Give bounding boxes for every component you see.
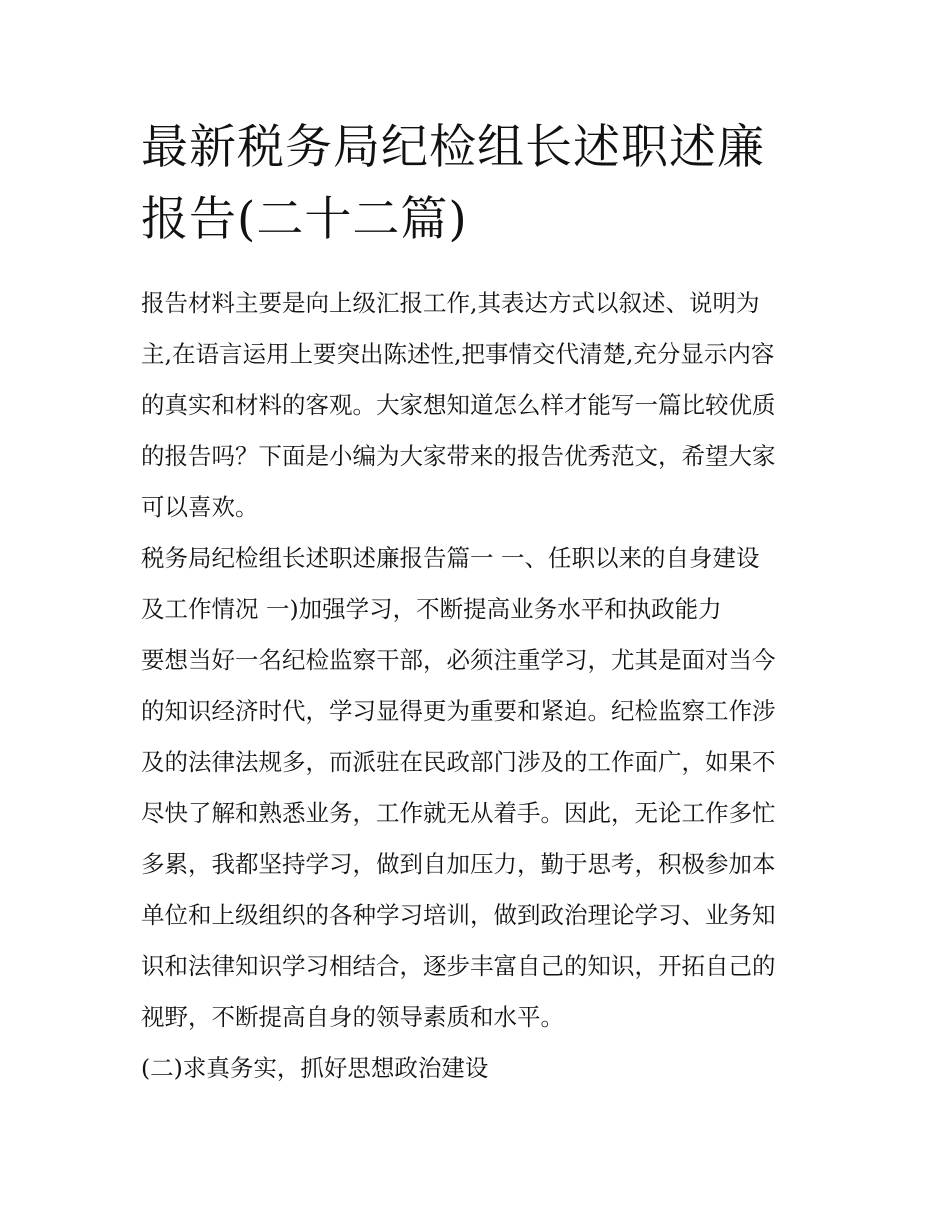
text-line: 的真实和材料的客观。大家想知道怎么样才能写一篇比较优质 bbox=[141, 391, 776, 419]
document-title bbox=[141, 112, 813, 256]
subheading-paragraph bbox=[141, 1043, 813, 1094]
text-line: 单位和上级组织的各种学习培训，做到政治理论学习、业务知 bbox=[141, 901, 776, 929]
body-paragraph bbox=[141, 635, 813, 1043]
text-line: 及工作情况 一)加强学习，不断提高业务水平和执政能力 bbox=[141, 595, 722, 623]
document-page bbox=[141, 112, 813, 1094]
subheading-text: (二)求真务实，抓好思想政治建设 bbox=[141, 1054, 489, 1082]
text-line: 要想当好一名纪检监察干部，必须注重学习，尤其是面对当今 bbox=[141, 646, 776, 674]
text-line: 税务局纪检组长述职述廉报告篇一 一、任职以来的自身建设 bbox=[141, 544, 760, 572]
text-line: 尽快了解和熟悉业务，工作就无从着手。因此，无论工作多忙 bbox=[141, 799, 776, 827]
section-heading-paragraph bbox=[141, 533, 813, 635]
text-line: 多累，我都坚持学习，做到自加压力，勤于思考，积极参加本 bbox=[141, 850, 776, 878]
text-line: 报告材料主要是向上级汇报工作,其表达方式以叙述、说明为 bbox=[141, 289, 760, 317]
title-line: 报告(二十二篇) bbox=[141, 192, 468, 247]
text-line: 的知识经济时代，学习显得更为重要和紧迫。纪检监察工作涉 bbox=[141, 697, 776, 725]
text-line: 视野，不断提高自身的领导素质和水平。 bbox=[141, 1003, 564, 1031]
text-line: 主,在语言运用上要突出陈述性,把事情交代清楚,充分显示内容 bbox=[141, 340, 775, 368]
text-line: 可以喜欢。 bbox=[141, 493, 259, 521]
text-line: 的报告吗？下面是小编为大家带来的报告优秀范文，希望大家 bbox=[141, 442, 776, 470]
title-line: 最新税务局纪检组长述职述廉 bbox=[141, 120, 765, 175]
text-line: 识和法律知识学习相结合，逐步丰富自己的知识，开拓自己的 bbox=[141, 952, 776, 980]
text-line: 及的法律法规多，而派驻在民政部门涉及的工作面广，如果不 bbox=[141, 748, 776, 776]
intro-paragraph bbox=[141, 278, 813, 533]
